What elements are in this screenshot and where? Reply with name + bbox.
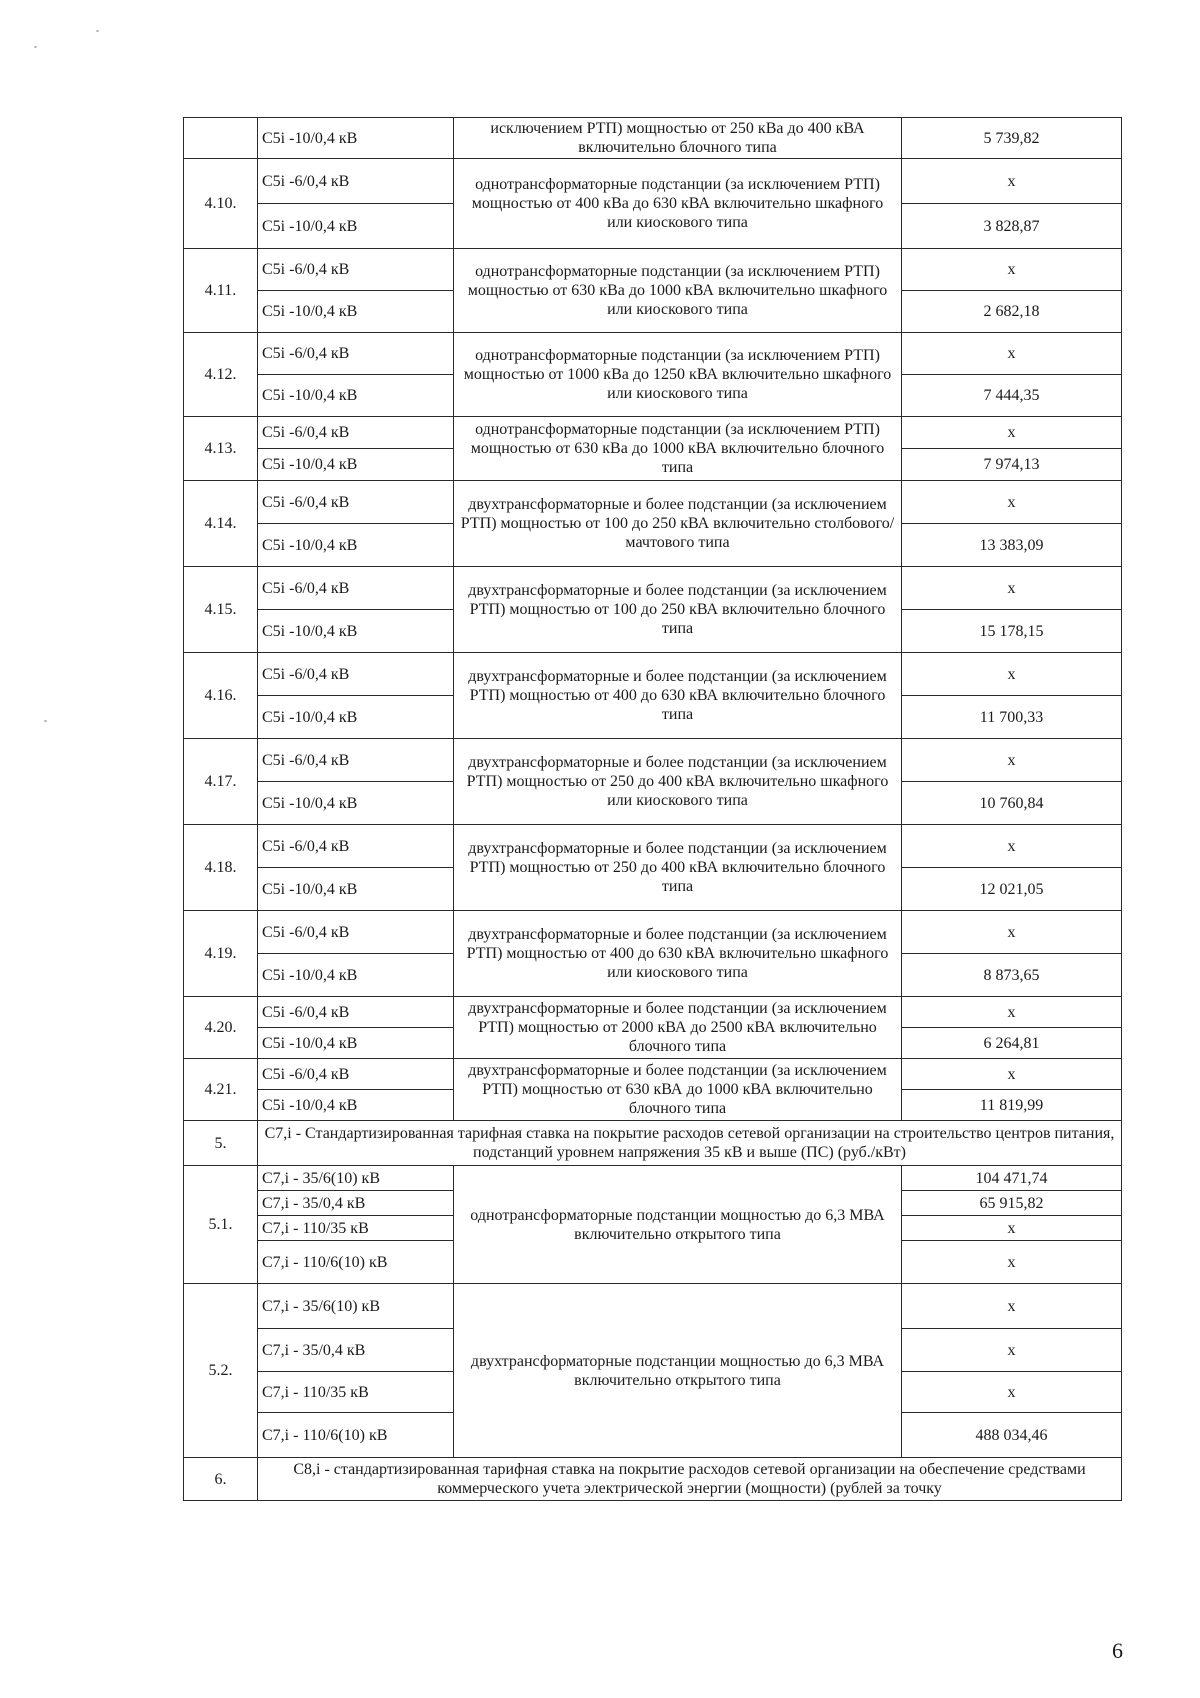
- rate-value: 7 444,35: [902, 375, 1122, 417]
- rate-code: C5i -6/0,4 кВ: [258, 997, 454, 1028]
- table-row: [184, 1284, 1122, 1329]
- table-row: [184, 159, 1122, 204]
- rate-value: x: [902, 1216, 1122, 1241]
- item-number: 4.20.: [184, 997, 258, 1059]
- rate-code: C5i -10/0,4 кВ: [258, 524, 454, 567]
- rate-value: x: [902, 249, 1122, 291]
- rate-code: С7,i - 35/6(10) кВ: [258, 1284, 454, 1329]
- rate-value: 10 760,84: [902, 782, 1122, 825]
- section-number: 6.: [184, 1458, 258, 1501]
- rate-code: C5i -6/0,4 кВ: [258, 249, 454, 291]
- table-row: [184, 417, 1122, 449]
- rate-code: C5i -10/0,4 кВ: [258, 375, 454, 417]
- section-row: [184, 1458, 1122, 1501]
- rate-value: x: [902, 997, 1122, 1028]
- item-number: 4.21.: [184, 1059, 258, 1121]
- rate-value: x: [902, 1241, 1122, 1284]
- rate-code: C5i -10/0,4 кВ: [258, 449, 454, 481]
- item-number: 4.17.: [184, 739, 258, 825]
- table-row: [184, 1166, 1122, 1191]
- rate-value: x: [902, 911, 1122, 954]
- rate-code: C5i -10/0,4 кВ: [258, 1090, 454, 1121]
- rate-code: C5i -6/0,4 кВ: [258, 567, 454, 610]
- table-row: [184, 567, 1122, 610]
- rate-value: 3 828,87: [902, 204, 1122, 249]
- rate-code: C5i -10/0,4 кВ: [258, 696, 454, 739]
- item-number: 5.1.: [184, 1166, 258, 1284]
- rate-value: 11 700,33: [902, 696, 1122, 739]
- item-number: 4.19.: [184, 911, 258, 997]
- rate-code: C5i -6/0,4 кВ: [258, 1059, 454, 1090]
- substation-description: однотрансформаторные подстанции (за исключением РТП) мощностью от 1000 кВа до 1250 кВА включительно шкафного или киоскового типа: [454, 333, 902, 417]
- rate-value: 11 819,99: [902, 1090, 1122, 1121]
- item-number: [184, 118, 258, 159]
- item-number: 4.15.: [184, 567, 258, 653]
- table-row: [184, 911, 1122, 954]
- rate-value: 8 873,65: [902, 954, 1122, 997]
- substation-description: двухтрансформаторные и более подстанции (за исключением РТП) мощностью от 630 кВА до 1000 кВА включительно блочного типа: [454, 1059, 902, 1121]
- rate-code: C5i -10/0,4 кВ: [258, 118, 454, 159]
- rate-code: C5i -10/0,4 кВ: [258, 204, 454, 249]
- section-number: 5.: [184, 1121, 258, 1166]
- item-number: 4.10.: [184, 159, 258, 249]
- rate-value: x: [902, 825, 1122, 868]
- scan-speck: [96, 30, 99, 32]
- rate-value: 7 974,13: [902, 449, 1122, 481]
- substation-description: двухтрансформаторные и более подстанции (за исключением РТП) мощностью от 400 до 630 кВА включительно блочного типа: [454, 653, 902, 739]
- rate-code: C5i -10/0,4 кВ: [258, 868, 454, 911]
- table-row: [184, 653, 1122, 696]
- rate-code: C5i -6/0,4 кВ: [258, 739, 454, 782]
- rate-code: C5i -10/0,4 кВ: [258, 1028, 454, 1059]
- rate-value: x: [902, 739, 1122, 782]
- substation-description: двухтрансформаторные и более подстанции (за исключением РТП) мощностью от 2000 кВА до 2500 кВА включительно блочного типа: [454, 997, 902, 1059]
- item-number: 5.2.: [184, 1284, 258, 1458]
- rate-value: 15 178,15: [902, 610, 1122, 653]
- substation-description: двухтрансформаторные и более подстанции (за исключением РТП) мощностью от 100 до 250 кВА включительно блочного типа: [454, 567, 902, 653]
- substation-description: однотрансформаторные подстанции (за исключением РТП) мощностью от 630 кВа до 1000 кВА включительно блочного типа: [454, 417, 902, 481]
- rate-value: x: [902, 417, 1122, 449]
- rate-value: 488 034,46: [902, 1413, 1122, 1458]
- page-number: 6: [1112, 1638, 1123, 1663]
- table-row: [184, 825, 1122, 868]
- item-number: 4.14.: [184, 481, 258, 567]
- rate-value: x: [902, 567, 1122, 610]
- item-number: 4.16.: [184, 653, 258, 739]
- substation-description: исключением РТП) мощностью от 250 кВа до 400 кВА включительно блочного типа: [454, 118, 902, 159]
- section-heading: С8,i - стандартизированная тарифная ставка на покрытие расходов сетевой организации на обеспечение средствами коммерческого учета электрической энергии (мощности) (рублей за точку: [258, 1458, 1122, 1501]
- rate-value: x: [902, 1059, 1122, 1090]
- substation-description: двухтрансформаторные и более подстанции (за исключением РТП) мощностью от 250 до 400 кВА включительно блочного типа: [454, 825, 902, 911]
- substation-description: однотрансформаторные подстанции (за исключением РТП) мощностью от 630 кВа до 1000 кВА включительно шкафного или киоскового типа: [454, 249, 902, 333]
- rate-value: x: [902, 1284, 1122, 1329]
- table-row: [184, 333, 1122, 375]
- table-row: [184, 997, 1122, 1028]
- substation-description: двухтрансформаторные и более подстанции (за исключением РТП) мощностью от 400 до 630 кВА включительно шкафного или киоскового типа: [454, 911, 902, 997]
- rate-value: 12 021,05: [902, 868, 1122, 911]
- substation-description: однотрансформаторные подстанции (за исключением РТП) мощностью от 400 кВа до 630 кВА включительно шкафного или киоскового типа: [454, 159, 902, 249]
- section-heading: С7,i - Стандартизированная тарифная ставка на покрытие расходов сетевой организации на строительство центров питания, подстанций уровнем напряжения 35 кВ и выше (ПС) (руб./кВт): [258, 1121, 1122, 1166]
- rate-value: 2 682,18: [902, 291, 1122, 333]
- substation-description: двухтрансформаторные и более подстанции (за исключением РТП) мощностью от 100 до 250 кВА включительно столбового/мачтового типа: [454, 481, 902, 567]
- rate-code: С7,i - 35/0,4 кВ: [258, 1191, 454, 1216]
- item-number: 4.13.: [184, 417, 258, 481]
- section-row: [184, 1121, 1122, 1166]
- rate-value: 65 915,82: [902, 1191, 1122, 1216]
- scan-speck: [34, 46, 37, 48]
- rate-code: С7,i - 110/35 кВ: [258, 1372, 454, 1413]
- tariff-table-body: [184, 118, 1122, 1501]
- table-row: [184, 481, 1122, 524]
- rate-code: С7,i - 110/35 кВ: [258, 1216, 454, 1241]
- table-row: [184, 249, 1122, 291]
- rate-code: C5i -10/0,4 кВ: [258, 954, 454, 997]
- rate-value: 5 739,82: [902, 118, 1122, 159]
- rate-value: 104 471,74: [902, 1166, 1122, 1191]
- substation-description: двухтрансформаторные и более подстанции (за исключением РТП) мощностью от 250 до 400 кВА включительно шкафного или киоскового типа: [454, 739, 902, 825]
- rate-code: С7,i - 35/6(10) кВ: [258, 1166, 454, 1191]
- rate-value: x: [902, 1329, 1122, 1372]
- rate-code: C5i -6/0,4 кВ: [258, 653, 454, 696]
- rate-code: С7,i - 35/0,4 кВ: [258, 1329, 454, 1372]
- scan-speck: [44, 720, 47, 722]
- rate-value: x: [902, 333, 1122, 375]
- item-number: 4.11.: [184, 249, 258, 333]
- rate-code: C5i -6/0,4 кВ: [258, 417, 454, 449]
- table-row: [184, 1059, 1122, 1090]
- rate-value: x: [902, 159, 1122, 204]
- rate-code: C5i -10/0,4 кВ: [258, 610, 454, 653]
- rate-value: 6 264,81: [902, 1028, 1122, 1059]
- rate-code: C5i -6/0,4 кВ: [258, 825, 454, 868]
- table-row: [184, 739, 1122, 782]
- substation-description: однотрансформаторные подстанции мощностью до 6,3 МВА включительно открытого типа: [454, 1166, 902, 1284]
- rate-value: x: [902, 481, 1122, 524]
- rate-code: С7,i - 110/6(10) кВ: [258, 1241, 454, 1284]
- item-number: 4.12.: [184, 333, 258, 417]
- rate-value: x: [902, 653, 1122, 696]
- rate-code: С7,i - 110/6(10) кВ: [258, 1413, 454, 1458]
- rate-code: C5i -6/0,4 кВ: [258, 159, 454, 204]
- rate-code: C5i -10/0,4 кВ: [258, 782, 454, 825]
- rate-code: C5i -6/0,4 кВ: [258, 911, 454, 954]
- tariff-table-container: [183, 117, 1121, 1501]
- item-number: 4.18.: [184, 825, 258, 911]
- substation-description: двухтрансформаторные подстанции мощностью до 6,3 МВА включительно открытого типа: [454, 1284, 902, 1458]
- table-row: [184, 118, 1122, 159]
- rate-value: 13 383,09: [902, 524, 1122, 567]
- tariff-table: [183, 117, 1122, 1501]
- rate-code: C5i -6/0,4 кВ: [258, 481, 454, 524]
- rate-code: C5i -6/0,4 кВ: [258, 333, 454, 375]
- rate-value: x: [902, 1372, 1122, 1413]
- rate-code: C5i -10/0,4 кВ: [258, 291, 454, 333]
